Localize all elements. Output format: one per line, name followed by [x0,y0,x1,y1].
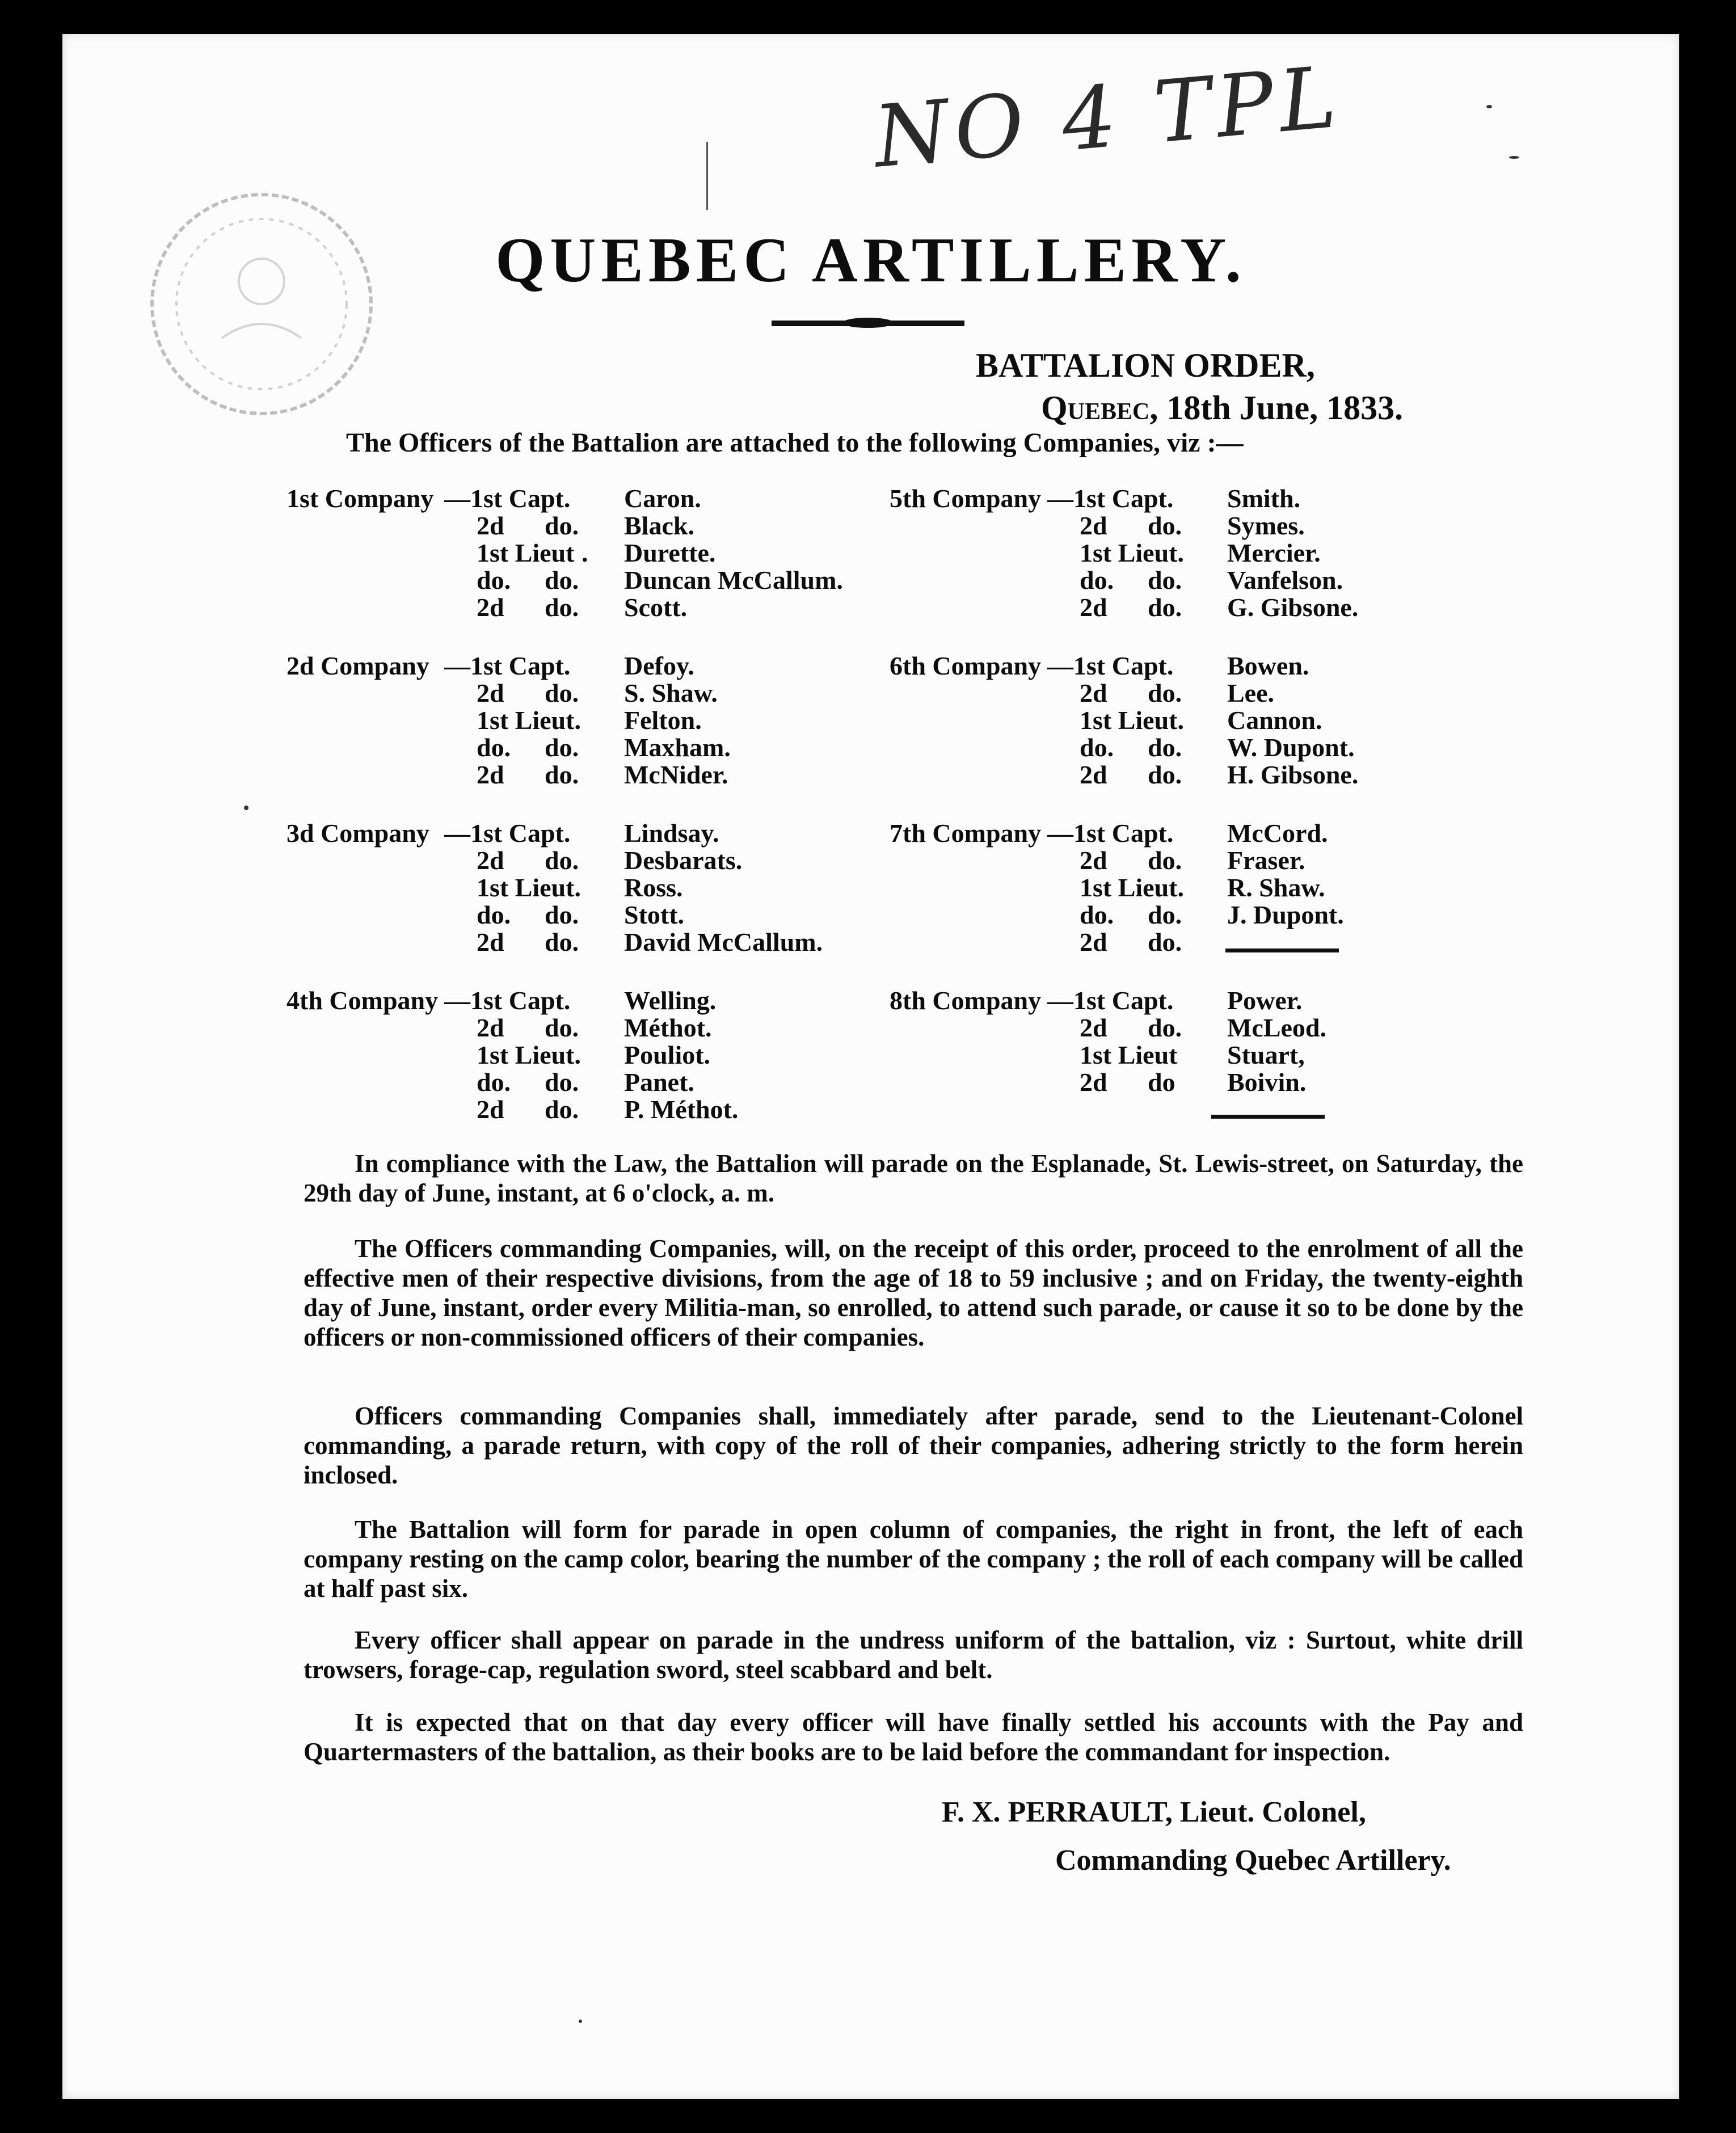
officer-name: Stuart, [1227,1040,1305,1069]
officer-rank: —1st Capt. [1047,819,1174,848]
officer-rank-do: do. [1148,593,1182,622]
company-name: 3d Company [286,819,429,848]
officer-row [890,485,1457,512]
officer-rank-do: do. [545,733,579,762]
officer-row [286,847,882,874]
stray-mark [706,142,708,210]
officer-row [286,652,882,680]
officer-rank: 2d [1080,678,1107,707]
officer-row [890,680,1457,707]
officer-rank: do. [477,733,511,762]
paragraph-3: Officers commanding Companies shall, immediately after parade, send to the Lieutenant-Colonel commanding, a parade return, with copy of the roll of their companies, adhering strictly to the form herein inclosed. [304,1402,1523,1489]
officer-rank: —1st Capt. [444,819,571,848]
officer-row [286,1042,882,1069]
officer-rank: 1st Lieut. [477,873,581,902]
officer-name: Mercier. [1227,538,1321,567]
officer-rank: —1st Capt. [444,986,571,1015]
officer-row [890,1069,1457,1096]
officer-rank-do: do. [545,900,579,929]
officer-name: Panet. [624,1068,694,1097]
officer-name: Desbarats. [624,846,743,875]
officer-name: Ross. [624,873,683,902]
officer-name: Smith. [1227,484,1301,513]
officer-row [890,594,1457,621]
officer-row [890,652,1457,680]
company-name: 5th Company [890,484,1042,513]
officer-name: Méthot. [624,1013,712,1042]
ornamental-rule [772,321,964,326]
officer-rank-do: do. [1148,1013,1182,1042]
officer-rank: 2d [477,846,504,875]
officer-rank-do: do. [545,846,579,875]
officer-name: Duncan McCallum. [624,566,843,595]
officer-row [890,874,1457,901]
officer-rank: —1st Capt. [1047,986,1174,1015]
officer-rank: 2d [477,760,504,789]
officer-rank-do: do. [1148,900,1182,929]
officer-row [890,567,1457,594]
officer-name: Vanfelson. [1227,566,1343,595]
officer-rank: 1st Lieut [477,538,575,567]
officer-row [286,1014,882,1042]
officer-name: Defoy. [624,651,694,680]
company-block [286,652,882,789]
officer-name: McLeod. [1227,1013,1327,1042]
officer-rank: 1st Lieut. [1080,538,1184,567]
officer-name: Lindsay. [624,819,719,848]
officer-name: Maxham. [624,733,731,762]
officer-rank: 2d [1080,511,1107,540]
officer-rank: —1st Capt. [1047,651,1174,680]
company-block [286,485,882,621]
officer-name: Bowen. [1227,651,1309,680]
officer-rank: do. [1080,566,1114,595]
paragraph-5: Every officer shall appear on parade in the undress uniform of the battalion, viz : Surtout, white drill trowsers, forage-cap, regulation sword, steel scabbard and belt. [304,1626,1523,1684]
officer-row [286,512,882,539]
companies-right [890,485,1457,1096]
company-name: 8th Company [890,986,1042,1015]
company-name: 7th Company [890,819,1042,848]
officer-row [890,987,1457,1014]
officer-row [286,1096,882,1123]
officer-rank: do. [477,900,511,929]
speck [579,2020,582,2023]
officer-name: David McCallum. [624,928,823,956]
order-dateline [1041,389,1403,428]
officer-row [286,707,882,734]
officer-row [286,485,882,512]
officer-row [286,539,882,567]
officer-rank: 2d [477,1095,504,1124]
officer-rank-do: do [1148,1068,1175,1097]
page-title: QUEBEC ARTILLERY. [495,225,1246,296]
officer-rank: 2d [477,928,504,956]
officer-rank-do: do. [1148,760,1182,789]
officer-rank: do. [477,1068,511,1097]
company-name: 4th Company [286,986,439,1015]
officer-row [890,901,1457,929]
officer-row [890,1042,1457,1069]
officer-name: R. Shaw. [1227,873,1325,902]
officer-rank: 2d [1080,1068,1107,1097]
officer-row [286,929,882,956]
officer-rank: 1st Lieut. [1080,706,1184,735]
officer-name: Caron. [624,484,701,513]
officer-rank: 2d [1080,593,1107,622]
officer-row [286,567,882,594]
order-date: 18th June, 1833. [1166,389,1404,427]
officer-rank: 2d [1080,1013,1107,1042]
officer-rank-do: do. [1148,733,1182,762]
officer-rank-do: do. [1148,566,1182,595]
officer-rank: do. [477,566,511,595]
officer-name: McNider. [624,760,728,789]
officer-rank-do: do. [545,511,579,540]
officer-rank: 2d [477,511,504,540]
officer-name: Felton. [624,706,702,735]
officer-rank-do: . [582,538,588,567]
officer-name: P. Méthot. [624,1095,739,1124]
officer-rank-do: do. [545,1095,579,1124]
speck [1509,156,1519,159]
officer-row [890,929,1457,956]
officer-name: Scott. [624,593,688,622]
officer-rank: 2d [477,1013,504,1042]
paragraph-1: In compliance with the Law, the Battalion will parade on the Esplanade, St. Lewis-street, on Saturday, the 29th day of June, instant, at 6 o'clock, a. m. [304,1149,1523,1207]
officer-name: Stott. [624,900,685,929]
officer-name: Welling. [624,986,717,1015]
officer-name: McCord. [1227,819,1328,848]
company-block [286,987,882,1123]
company-block [890,987,1457,1096]
officer-name: S. Shaw. [624,678,718,707]
officer-row [286,901,882,929]
signature-line-2: Commanding Quebec Artillery. [1055,1844,1451,1877]
company-block [890,485,1457,621]
officer-name: H. Gibsone. [1227,760,1359,789]
officer-name: J. Dupont. [1227,900,1344,929]
order-place: Quebec, [1041,389,1158,427]
company-block [890,652,1457,789]
list-end-rule [1211,1115,1325,1119]
officer-row [890,539,1457,567]
order-heading: BATTALION ORDER, [976,347,1315,384]
officer-rank-do: do. [1148,928,1182,956]
officer-rank-do: do. [1148,846,1182,875]
officer-rank-do: do. [545,1068,579,1097]
officer-rank-do: do. [545,1013,579,1042]
officer-name: Durette. [624,538,716,567]
officer-rank-do: do. [1148,511,1182,540]
paragraph-4: The Battalion will form for parade in open column of companies, the right in front, the left of each company resting on the camp color, bearing the number of the company ; the roll of each company will be called at half past six. [304,1515,1523,1603]
officer-rank: 2d [1080,846,1107,875]
officer-row [286,1069,882,1096]
officer-rank-do: do. [1148,678,1182,707]
officer-name: Lee. [1227,678,1275,707]
paragraph-2: The Officers commanding Companies, will, on the receipt of this order, proceed to the enrolment of all the effective men of their respective divisions, from the age of 18 to 59 inclusive ; and on Friday, the twenty-eighth day of June, instant, order every Militia-man, so enrolled, to attend such parade, or cause it so to be done by the officers or non-commissioned officers of their companies. [304,1234,1523,1351]
officer-rank: 2d [477,593,504,622]
officer-name: Pouliot. [624,1040,711,1069]
officer-row [286,820,882,847]
officer-row [890,734,1457,761]
officer-name: Black. [624,511,694,540]
handwritten-note: NO 4 TPL [870,48,1346,187]
officer-row [286,874,882,901]
officer-name: Fraser. [1227,846,1305,875]
company-name: 6th Company [890,651,1042,680]
officer-row [286,734,882,761]
officer-name: Cannon. [1227,706,1322,735]
speck [1486,105,1492,108]
speck [244,806,248,810]
officer-name: Symes. [1227,511,1305,540]
signature-line-1: F. X. PERRAULT, Lieut. Colonel, [942,1796,1366,1828]
officer-rank: 2d [1080,928,1107,956]
officer-row [286,761,882,789]
officer-rank: 1st Lieut. [477,706,581,735]
blank-officer-rule [1225,949,1339,952]
officer-row [890,707,1457,734]
officer-rank-do: do. [545,678,579,707]
officer-row [286,680,882,707]
company-name: 1st Company [286,484,434,513]
officer-row [286,987,882,1014]
officer-row [890,820,1457,847]
officer-name: Power. [1227,986,1303,1015]
officer-rank: do. [1080,900,1114,929]
officer-rank-do: do. [545,928,579,956]
order-intro: The Officers of the Battalion are attached to the following Companies, viz :— [346,428,1244,458]
officer-rank-do: do. [545,566,579,595]
officer-rank-do: do. [545,760,579,789]
officer-name: Boivin. [1227,1068,1307,1097]
officer-rank: 1st Lieut. [477,1040,581,1069]
officer-row [286,594,882,621]
officer-name: W. Dupont. [1227,733,1355,762]
officer-rank: —1st Capt. [444,651,571,680]
officer-row [890,847,1457,874]
officer-name: G. Gibsone. [1227,593,1359,622]
company-name: 2d Company [286,651,429,680]
officer-row [890,761,1457,789]
officer-rank: 1st Lieut. [1080,873,1184,902]
officer-rank: 2d [1080,760,1107,789]
company-block [890,820,1457,956]
officer-rank: —1st Capt. [444,484,571,513]
officer-rank: 1st Lieut [1080,1040,1178,1069]
companies-left [286,485,882,1123]
officer-rank: —1st Capt. [1047,484,1174,513]
officer-row [890,1014,1457,1042]
company-block [286,820,882,956]
officer-row [890,512,1457,539]
officer-rank: do. [1080,733,1114,762]
paragraph-6: It is expected that on that day every officer will have finally settled his accounts with the Pay and Quartermasters of the battalion, as their books are to be laid before the commandant for inspection. [304,1708,1523,1766]
officer-rank: 2d [477,678,504,707]
officer-rank-do: do. [545,593,579,622]
